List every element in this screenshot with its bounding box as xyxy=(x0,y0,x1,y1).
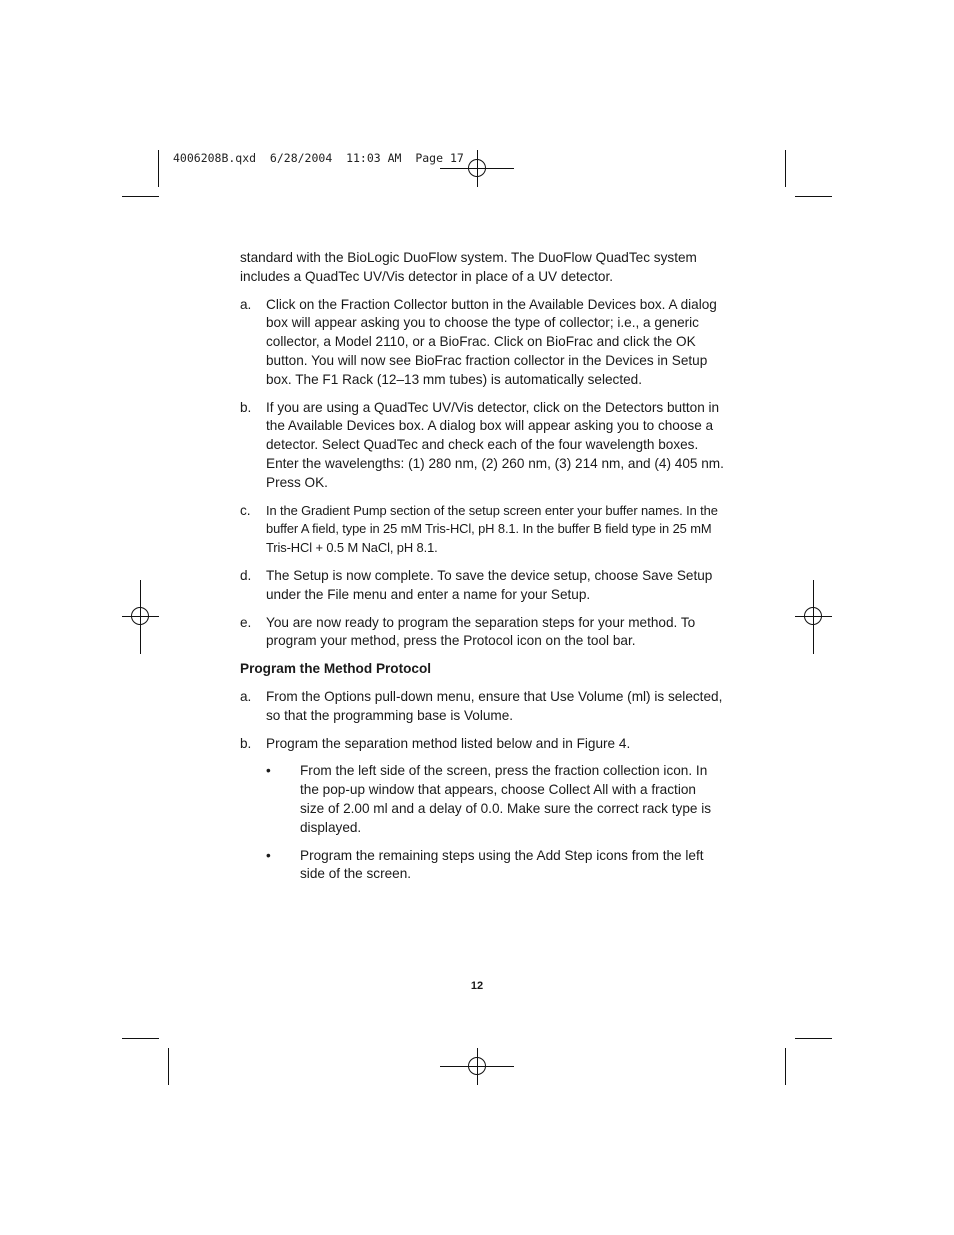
crop-mark xyxy=(122,196,159,197)
crop-mark xyxy=(795,196,832,197)
step-text: Program the separation method listed below and in Figure 4. xyxy=(266,735,631,751)
registration-mark-circle xyxy=(131,607,149,625)
step-label: e. xyxy=(240,614,252,630)
step-label: b. xyxy=(240,399,252,415)
step-text: If you are using a QuadTec UV/Vis detector, click on the Detectors button in the Available Devices box. A dialog box will appear asking you to choose a detector. Select QuadTec and check each of the four wavelength boxes. Enter the wavelengths: (1) 280 nm, (2) 260 nm, (3) 214 nm, and (4) 405 nm. Press OK. xyxy=(266,399,724,490)
step-label: d. xyxy=(240,567,252,583)
crop-mark xyxy=(122,1038,159,1039)
print-slug: 4006208B.qxd 6/28/2004 11:03 AM Page 17 xyxy=(173,151,464,165)
bullet-item xyxy=(266,762,732,837)
step-label: a. xyxy=(240,688,252,704)
setup-step-c xyxy=(240,502,732,558)
step-label: a. xyxy=(240,296,252,312)
crop-mark xyxy=(168,1048,169,1085)
setup-step-d xyxy=(240,567,732,605)
method-step-b xyxy=(240,735,732,754)
step-text: Click on the Fraction Collector button in the Available Devices box. A dialog box will appear asking you to choose the type of collector; i.e., a generic collector, a Model 2110, or a BioFrac. Click on BioFrac and click the OK button. You will now see BioFrac fraction collector in the Devices in Setup box. The F1 Rack (12–13 mm tubes) is automatically selected. xyxy=(266,296,717,387)
body-content xyxy=(240,249,732,893)
bullet-item xyxy=(266,847,732,885)
step-label: b. xyxy=(240,735,252,751)
section-heading: Program the Method Protocol xyxy=(240,661,432,677)
bullet-glyph: • xyxy=(266,847,271,863)
step-text: You are now ready to program the separation steps for your method. To program your method, press the Protocol icon on the tool bar. xyxy=(266,614,696,649)
step-text: From the Options pull-down menu, ensure that Use Volume (ml) is selected, so that the programming base is Volume. xyxy=(266,688,723,723)
crop-mark xyxy=(158,150,159,187)
registration-mark-circle xyxy=(468,159,486,177)
bullet-glyph: • xyxy=(266,763,271,779)
step-text: In the Gradient Pump section of the setup screen enter your buffer names. In the buffer A field, type in 25 mM Tris-HCl, pH 8.1. In the buffer B field type in 25 mM Tris-HCl + 0.5 M NaCl, pH 8.1. xyxy=(266,502,718,556)
intro-paragraph: standard with the BioLogic DuoFlow system. The DuoFlow QuadTec system includes a QuadTec UV/Vis detector in place of a UV detector. xyxy=(240,250,697,284)
setup-step-b xyxy=(240,399,732,493)
bullet-text: Program the remaining steps using the Add Step icons from the left side of the screen. xyxy=(300,847,704,882)
crop-mark xyxy=(795,1038,832,1039)
setup-step-a xyxy=(240,296,732,390)
setup-step-e xyxy=(240,614,732,652)
registration-mark-circle xyxy=(804,607,822,625)
step-text: The Setup is now complete. To save the device setup, choose Save Setup under the File menu and enter a name for your Setup. xyxy=(266,567,713,602)
registration-mark-circle xyxy=(468,1057,486,1075)
crop-mark xyxy=(785,150,786,187)
step-label: c. xyxy=(240,502,251,518)
page-number: 12 xyxy=(470,980,484,992)
method-step-a xyxy=(240,688,732,726)
crop-mark xyxy=(785,1048,786,1085)
bullet-text: From the left side of the screen, press the fraction collection icon. In the pop-up window that appears, choose Collect All with a fraction size of 2.00 ml and a delay of 0.0. Make sure the correct rack type is displayed. xyxy=(300,763,712,835)
